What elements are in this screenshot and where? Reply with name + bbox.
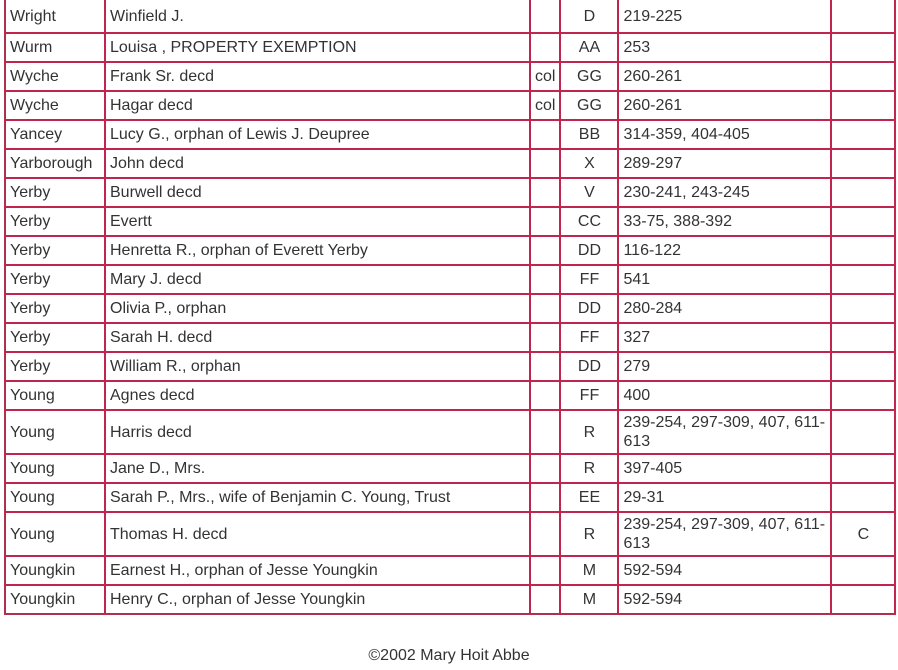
given-name-cell: Sarah H. decd (105, 323, 530, 352)
surname-cell: Yancey (5, 120, 105, 149)
race-cell (530, 323, 560, 352)
given-name-cell: John decd (105, 149, 530, 178)
pages-cell: 289-297 (618, 149, 831, 178)
note-cell: C (831, 512, 895, 556)
surname-cell: Yerby (5, 207, 105, 236)
given-name-cell: Henretta R., orphan of Everett Yerby (105, 236, 530, 265)
book-cell: FF (560, 265, 618, 294)
table-row (5, 294, 895, 323)
race-cell (530, 556, 560, 585)
table-row (5, 120, 895, 149)
given-name-cell: Henry C., orphan of Jesse Youngkin (105, 585, 530, 614)
given-name-cell: Thomas H. decd (105, 512, 530, 556)
surname-cell: Young (5, 454, 105, 483)
race-cell (530, 512, 560, 556)
book-cell: DD (560, 294, 618, 323)
records-table-wrapper (4, 0, 896, 615)
race-cell (530, 0, 560, 33)
given-name-cell: Mary J. decd (105, 265, 530, 294)
pages-cell: 592-594 (618, 556, 831, 585)
pages-cell: 239-254, 297-309, 407, 611-613 (618, 410, 831, 454)
book-cell: X (560, 149, 618, 178)
table-row (5, 512, 895, 556)
pages-cell: 400 (618, 381, 831, 410)
table-row (5, 381, 895, 410)
note-cell (831, 294, 895, 323)
table-row (5, 0, 895, 33)
table-row (5, 454, 895, 483)
note-cell (831, 585, 895, 614)
table-row (5, 236, 895, 265)
note-cell (831, 91, 895, 120)
book-cell: DD (560, 352, 618, 381)
pages-cell: 541 (618, 265, 831, 294)
given-name-cell: Winfield J. (105, 0, 530, 33)
book-cell: GG (560, 91, 618, 120)
book-cell: DD (560, 236, 618, 265)
book-cell: V (560, 178, 618, 207)
book-cell: EE (560, 483, 618, 512)
pages-cell: 280-284 (618, 294, 831, 323)
pages-cell: 239-254, 297-309, 407, 611-613 (618, 512, 831, 556)
book-cell: CC (560, 207, 618, 236)
note-cell (831, 352, 895, 381)
surname-cell: Yarborough (5, 149, 105, 178)
pages-cell: 260-261 (618, 62, 831, 91)
race-cell (530, 410, 560, 454)
records-table (4, 0, 896, 615)
note-cell (831, 178, 895, 207)
note-cell (831, 381, 895, 410)
race-cell (530, 33, 560, 62)
pages-cell: 116-122 (618, 236, 831, 265)
given-name-cell: Burwell decd (105, 178, 530, 207)
table-row (5, 410, 895, 454)
book-cell: GG (560, 62, 618, 91)
book-cell: AA (560, 33, 618, 62)
pages-cell: 327 (618, 323, 831, 352)
copyright-footer: ©2002 Mary Hoit Abbe (368, 647, 530, 664)
table-row (5, 352, 895, 381)
race-cell (530, 381, 560, 410)
pages-cell: 592-594 (618, 585, 831, 614)
table-row (5, 556, 895, 585)
given-name-cell: Lucy G., orphan of Lewis J. Deupree (105, 120, 530, 149)
table-row (5, 33, 895, 62)
note-cell (831, 149, 895, 178)
surname-cell: Young (5, 381, 105, 410)
surname-cell: Young (5, 410, 105, 454)
book-cell: BB (560, 120, 618, 149)
note-cell (831, 207, 895, 236)
records-table-body (5, 0, 895, 614)
table-row (5, 178, 895, 207)
race-cell (530, 352, 560, 381)
surname-cell: Yerby (5, 236, 105, 265)
race-cell (530, 585, 560, 614)
given-name-cell: William R., orphan (105, 352, 530, 381)
surname-cell: Wright (5, 0, 105, 33)
book-cell: M (560, 556, 618, 585)
book-cell: R (560, 410, 618, 454)
race-cell (530, 483, 560, 512)
race-cell (530, 454, 560, 483)
race-cell: col (530, 91, 560, 120)
pages-cell: 279 (618, 352, 831, 381)
surname-cell: Wurm (5, 33, 105, 62)
race-cell (530, 236, 560, 265)
race-cell (530, 178, 560, 207)
pages-cell: 314-359, 404-405 (618, 120, 831, 149)
given-name-cell: Louisa , PROPERTY EXEMPTION (105, 33, 530, 62)
surname-cell: Wyche (5, 62, 105, 91)
given-name-cell: Harris decd (105, 410, 530, 454)
note-cell (831, 33, 895, 62)
surname-cell: Youngkin (5, 556, 105, 585)
book-cell: D (560, 0, 618, 33)
pages-cell: 397-405 (618, 454, 831, 483)
pages-cell: 230-241, 243-245 (618, 178, 831, 207)
note-cell (831, 0, 895, 33)
note-cell (831, 62, 895, 91)
table-row (5, 91, 895, 120)
pages-cell: 33-75, 388-392 (618, 207, 831, 236)
surname-cell: Youngkin (5, 585, 105, 614)
book-cell: M (560, 585, 618, 614)
book-cell: R (560, 454, 618, 483)
book-cell: FF (560, 323, 618, 352)
table-row (5, 483, 895, 512)
race-cell: col (530, 62, 560, 91)
race-cell (530, 294, 560, 323)
note-cell (831, 410, 895, 454)
surname-cell: Yerby (5, 178, 105, 207)
surname-cell: Yerby (5, 352, 105, 381)
note-cell (831, 483, 895, 512)
surname-cell: Yerby (5, 323, 105, 352)
race-cell (530, 120, 560, 149)
given-name-cell: Earnest H., orphan of Jesse Youngkin (105, 556, 530, 585)
given-name-cell: Frank Sr. decd (105, 62, 530, 91)
table-row (5, 62, 895, 91)
table-row (5, 207, 895, 236)
given-name-cell: Hagar decd (105, 91, 530, 120)
note-cell (831, 120, 895, 149)
given-name-cell: Sarah P., Mrs., wife of Benjamin C. Young, Trust (105, 483, 530, 512)
surname-cell: Young (5, 483, 105, 512)
book-cell: R (560, 512, 618, 556)
surname-cell: Wyche (5, 91, 105, 120)
surname-cell: Young (5, 512, 105, 556)
surname-cell: Yerby (5, 265, 105, 294)
pages-cell: 219-225 (618, 0, 831, 33)
note-cell (831, 454, 895, 483)
pages-cell: 253 (618, 33, 831, 62)
given-name-cell: Olivia P., orphan (105, 294, 530, 323)
pages-cell: 260-261 (618, 91, 831, 120)
given-name-cell: Agnes decd (105, 381, 530, 410)
table-row (5, 149, 895, 178)
note-cell (831, 265, 895, 294)
pages-cell: 29-31 (618, 483, 831, 512)
surname-cell: Yerby (5, 294, 105, 323)
table-row (5, 323, 895, 352)
table-row (5, 585, 895, 614)
note-cell (831, 323, 895, 352)
race-cell (530, 265, 560, 294)
note-cell (831, 236, 895, 265)
given-name-cell: Evertt (105, 207, 530, 236)
book-cell: FF (560, 381, 618, 410)
given-name-cell: Jane D., Mrs. (105, 454, 530, 483)
race-cell (530, 149, 560, 178)
table-row (5, 265, 895, 294)
note-cell (831, 556, 895, 585)
race-cell (530, 207, 560, 236)
